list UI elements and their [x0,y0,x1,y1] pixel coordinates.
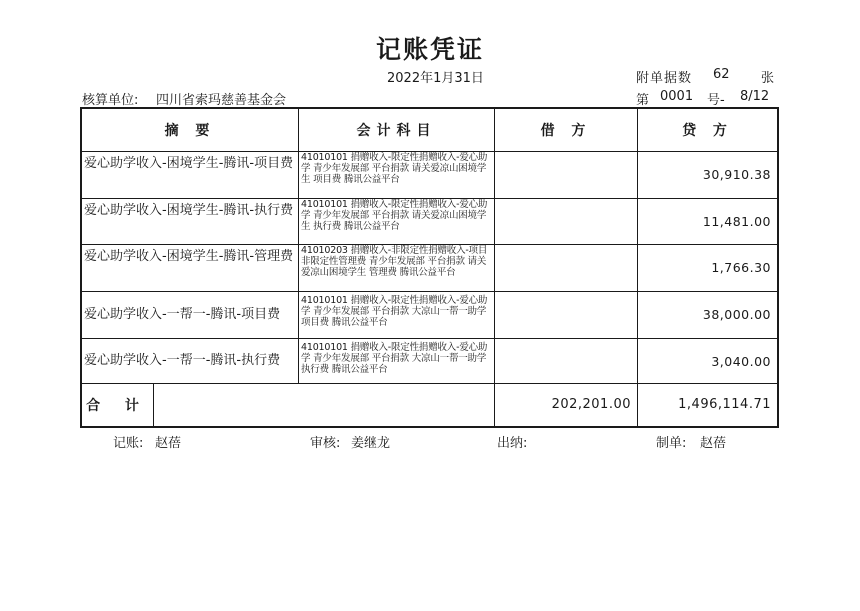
preparer-name: 赵蓓 [700,436,727,451]
attachment-count-label: 附单据数 [636,71,693,86]
bookkeeper-name: 赵蓓 [155,436,182,451]
row-summary: 爱心助学收入-困境学生-腾讯-管理费 [82,244,299,291]
row-summary: 爱心助学收入-困境学生-腾讯-项目费 [82,151,299,198]
row-account: 41010101 捐赠收入-限定性捐赠收入-爱心助学 青少年发展部 平台捐款 大凉山一帮一助学 项目费 腾讯公益平台 [299,291,495,338]
voucher-table [80,107,779,428]
row-credit: 3,040.00 [711,354,771,369]
row-credit: 11,481.00 [702,214,771,229]
preparer-label: 制单: [656,436,687,451]
attachment-count: 62 [713,67,730,82]
row-debit [495,291,638,338]
table-row [82,291,777,339]
table-row [82,198,777,245]
row-credit: 30,910.38 [702,167,771,182]
row-account: 41010101 捐赠收入-限定性捐赠收入-爱心助学 青少年发展部 平台捐款 请关爱凉山困境学生 项目费 腾讯公益平台 [299,151,495,198]
row-account: 41010203 捐赠收入-非限定性捐赠收入-项目非限定性管理费 青少年发展部 平台捐款 请关爱凉山困境学生 管理费 腾讯公益平台 [299,244,495,291]
total-debit: 202,201.00 [495,383,638,426]
reviewer-label: 审核: [310,436,341,451]
cashier-label: 出纳: [497,436,528,451]
row-debit [495,338,638,383]
voucher-title: 记账凭证 [375,35,484,64]
row-summary: 爱心助学收入-一帮一-腾讯-执行费 [82,338,299,383]
row-account: 41010101 捐赠收入-限定性捐赠收入-爱心助学 青少年发展部 平台捐款 大凉山一帮一助学 执行费 腾讯公益平台 [299,338,495,383]
row-debit [495,151,638,198]
total-text [154,383,495,426]
table-header-row [82,109,777,152]
header-summary: 摘 要 [82,109,299,151]
voucher-number-prefix: 第 [636,93,650,108]
bookkeeper-label: 记账: [113,436,144,451]
org-label: 核算单位: [82,93,139,108]
voucher-number: 0001 [660,89,694,104]
row-debit [495,198,638,244]
table-row [82,338,777,384]
row-credit: 38,000.00 [702,307,771,322]
reviewer-name: 姜继龙 [351,436,391,451]
total-label: 合 计 [82,383,154,426]
table-row [82,244,777,292]
header-debit: 借 方 [495,109,638,151]
row-credit: 1,766.30 [711,260,771,275]
total-row [82,383,777,426]
total-credit: 1,496,114.71 [678,397,771,412]
voucher-date: 2022年1月31日 [387,71,484,86]
voucher-page: 8/12 [740,89,770,104]
attachment-unit: 张 [761,71,775,86]
org-name: 四川省索玛慈善基金会 [156,93,287,108]
row-debit [495,244,638,291]
row-account: 41010101 捐赠收入-限定性捐赠收入-爱心助学 青少年发展部 平台捐款 请关爱凉山困境学生 执行费 腾讯公益平台 [299,198,495,244]
voucher-number-suffix: 号- [707,93,725,108]
header-account: 会计科目 [299,109,495,151]
row-summary: 爱心助学收入-困境学生-腾讯-执行费 [82,198,299,244]
table-row [82,151,777,199]
row-summary: 爱心助学收入-一帮一-腾讯-项目费 [82,291,299,338]
header-credit: 贷 方 [682,123,733,139]
